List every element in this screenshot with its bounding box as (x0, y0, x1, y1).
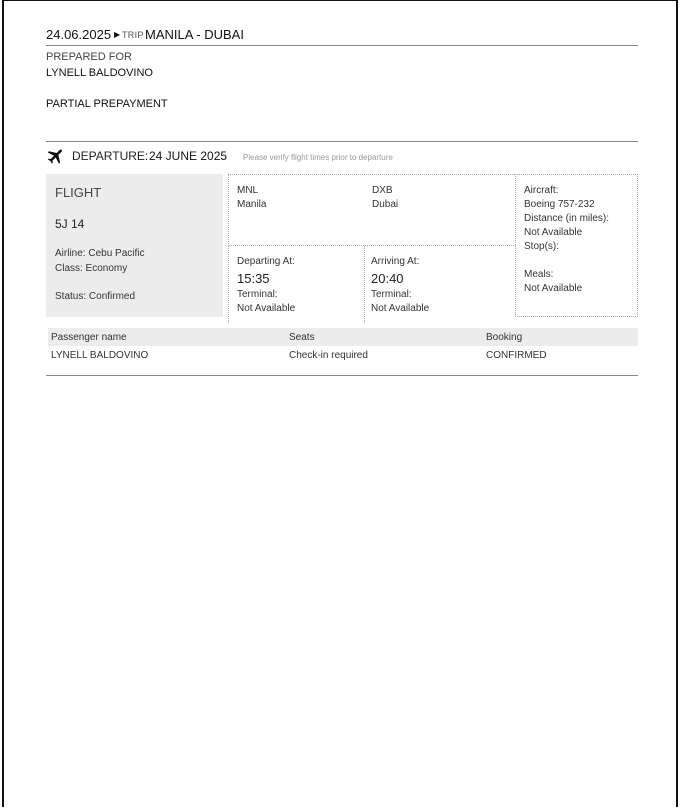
departing-terminal: Not Available (237, 303, 296, 314)
table-row (48, 346, 638, 366)
destination-city: Dubai (372, 199, 399, 210)
flight-summary (46, 174, 223, 317)
departure-note: Please verify flight times prior to departure (243, 153, 393, 162)
flight-status: Status: Confirmed (55, 291, 136, 302)
arriving-terminal: Not Available (371, 303, 430, 314)
flight-title: FLIGHT (55, 185, 102, 200)
booking-cell: CONFIRMED (486, 350, 547, 361)
bottom-divider (46, 375, 638, 376)
departing-label: Departing At: (237, 256, 295, 267)
aircraft-info (515, 174, 638, 317)
prepared-for-name: LYNELL BALDOVINO (46, 67, 153, 79)
itinerary-page (2, 0, 678, 807)
aircraft-label: Aircraft: (524, 185, 559, 196)
route-row (228, 175, 516, 246)
trip-route: MANILA - DUBAI (145, 27, 244, 42)
passenger-name-cell: LYNELL BALDOVINO (51, 350, 149, 361)
header-booking: Booking (486, 332, 523, 343)
payment-type: PARTIAL PREPAYMENT (46, 98, 168, 110)
departing-time: 15:35 (237, 271, 270, 286)
departure-date: 24 JUNE 2025 (149, 149, 228, 163)
departing-terminal-label: Terminal: (237, 289, 278, 300)
seats-cell: Check-in required (289, 350, 368, 361)
flight-airline: Airline: Cebu Pacific (55, 248, 145, 259)
caret-right-icon: ▶ (114, 30, 121, 39)
departing-cell (228, 246, 365, 323)
meals-value: Not Available (524, 283, 583, 294)
arriving-cell (363, 246, 515, 318)
meals-label: Meals: (524, 269, 554, 280)
origin-code: MNL (237, 185, 259, 196)
flight-class: Class: Economy (55, 263, 128, 274)
prepared-for-label: PREPARED FOR (46, 51, 132, 63)
arriving-time: 20:40 (371, 271, 404, 286)
destination-code: DXB (372, 185, 393, 196)
aircraft-value: Boeing 757-232 (524, 199, 595, 210)
arriving-terminal-label: Terminal: (371, 289, 412, 300)
departure-label: DEPARTURE: (72, 149, 149, 163)
table-header (48, 328, 638, 346)
trip-date: 24.06.2025 (46, 27, 112, 42)
flight-details (46, 174, 638, 317)
origin-city: Manila (237, 199, 267, 210)
arriving-label: Arriving At: (371, 256, 420, 267)
trip-header (46, 27, 638, 46)
airplane-icon (46, 146, 66, 166)
distance-label: Distance (in miles): (524, 213, 610, 224)
flight-number: 5J 14 (55, 217, 85, 231)
header-seats: Seats (289, 332, 315, 343)
flight-schedule (228, 174, 515, 318)
section-divider (46, 141, 638, 142)
distance-value: Not Available (524, 227, 583, 238)
stops-label: Stop(s): (524, 241, 560, 252)
header-passenger-name: Passenger name (51, 332, 127, 343)
trip-label: TRIP (122, 30, 144, 40)
